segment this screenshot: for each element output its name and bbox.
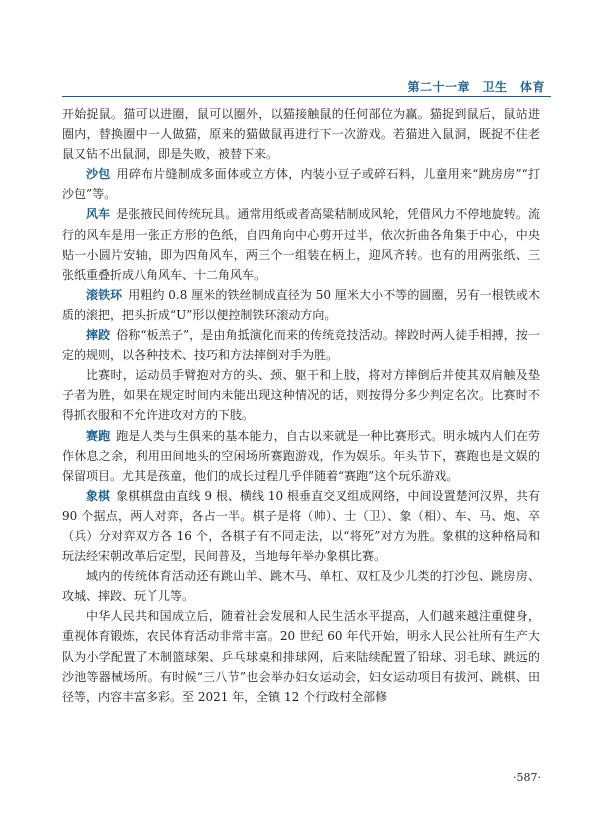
paragraph-text: 用粗约 0.8 厘米的铁丝制成直径为 50 厘米大小不等的圆圈，另有一根铁或木质的滚把，把头折成“U”形以便控制铁环滚动方向。 [62, 287, 540, 322]
term-heading: 象棋 [86, 488, 111, 503]
paragraph [62, 606, 540, 706]
paragraph [62, 164, 540, 204]
running-header [0, 78, 602, 94]
paragraph-text: 俗称“板羔子”，是由角抵演化而来的传统竞技活动。摔跤时两人徒手相搏，按一定的规则，以各种技术、技巧和方法摔倒对手为胜。 [62, 328, 540, 363]
paragraph-text: 象棋棋盘由直线 9 根、横线 10 根垂直交叉组成网络，中间设置楚河汉界，共有 90 个据点，两人对弈，各占一半。棋子是将（帅）、士（卫）、象（相）、车、马、炮、卒（兵）分对弈双方各 16 个，各棋子有不同走法，以“将死”对方为胜。象棋的这种格局和玩法经宋朝改革后定型，民间普及，当地每年举办象棋比赛。 [62, 488, 540, 564]
term-heading: 沙包 [86, 167, 111, 182]
term-heading: 风车 [86, 207, 111, 222]
paragraph [62, 365, 540, 425]
body-text [62, 104, 540, 707]
paragraph-text: 中华人民共和国成立后，随着社会发展和人民生活水平提高，人们越来越注重健身，重视体育锻炼，农民体育活动非常丰富。20 世纪 60 年代开始，明永人民公社所有生产大队为小学配置了木制篮球架、乒乓球桌和排球网，后来陆续配置了铅球、羽毛球、跳远的沙池等器械场所。有时候“三八节”也会举办妇女运动会，妇女运动项目有拔河、跳棋、田径等，内容丰富多彩。至 2021 年，全镇 12 个行政村全部修 [62, 609, 540, 704]
paragraph-text: 用碎布片缝制成多面体或立方体，内装小豆子或碎石料，儿童用来“跳房房”“打沙包”等。 [62, 167, 540, 202]
paragraph-text: 域内的传统体育活动还有跳山羊、跳木马、单杠、双杠及少儿类的打沙包、跳房房、攻城、摔跤、玩丫儿等。 [62, 569, 540, 604]
term-heading: 赛跑 [86, 428, 111, 443]
page-number: ·587· [513, 771, 541, 784]
paragraph [62, 325, 540, 365]
term-heading: 摔跤 [86, 328, 111, 343]
paragraph-text: 是张掖民间传统玩具。通常用纸或者高粱秸制成风轮，凭借风力不停地旋转。流行的风车是用一张正方形的色纸，自四角向中心剪开过半，依次折曲各角集于中心，中央贴一小圆片安轴，即为四角风车，两三个一组装在柄上，迎风齐转。也有的用两张纸、三张纸重叠折成八角风车、十二角风车。 [62, 207, 540, 282]
paragraph-text: 开始捉鼠。猫可以进圈，鼠可以圈外，以猫接触鼠的任何部位为赢。猫捉到鼠后，鼠站进圈内，替换圈中一人做猫，原来的猫做鼠再进行下一次游戏。若猫进入鼠洞，既捉不住老鼠又钻不出鼠洞，即是失败，被替下来。 [62, 107, 540, 162]
paragraph [62, 426, 540, 486]
paragraph [62, 566, 540, 606]
chapter-title: 第二十一章 卫生 体育 [407, 80, 545, 94]
paragraph [62, 486, 540, 566]
paragraph-text: 跑是人类与生俱来的基本能力，自古以来就是一种比赛形式。明永城内人们在劳作休息之余，利用田间地头的空闲场所赛跑游戏，作为娱乐。年头节下，赛跑也是文娱的保留项目。尤其是孩童，他们的成长过程几乎伴随着“赛跑”这个玩乐游戏。 [62, 428, 540, 483]
term-heading: 滚铁环 [86, 287, 123, 302]
paragraph [62, 204, 540, 284]
paragraph [62, 285, 540, 325]
paragraph [62, 104, 540, 164]
paragraph-text: 比赛时，运动员手臂抱对方的头、颈、躯干和上肢，将对方摔倒后并使其双肩触及垫子者为胜，如果在规定时间内未能出现这种情况的话，则按得分多少判定名次。比赛时不得抓衣服和不允许进攻对方的下肢。 [62, 368, 540, 423]
header-rule [62, 96, 551, 97]
